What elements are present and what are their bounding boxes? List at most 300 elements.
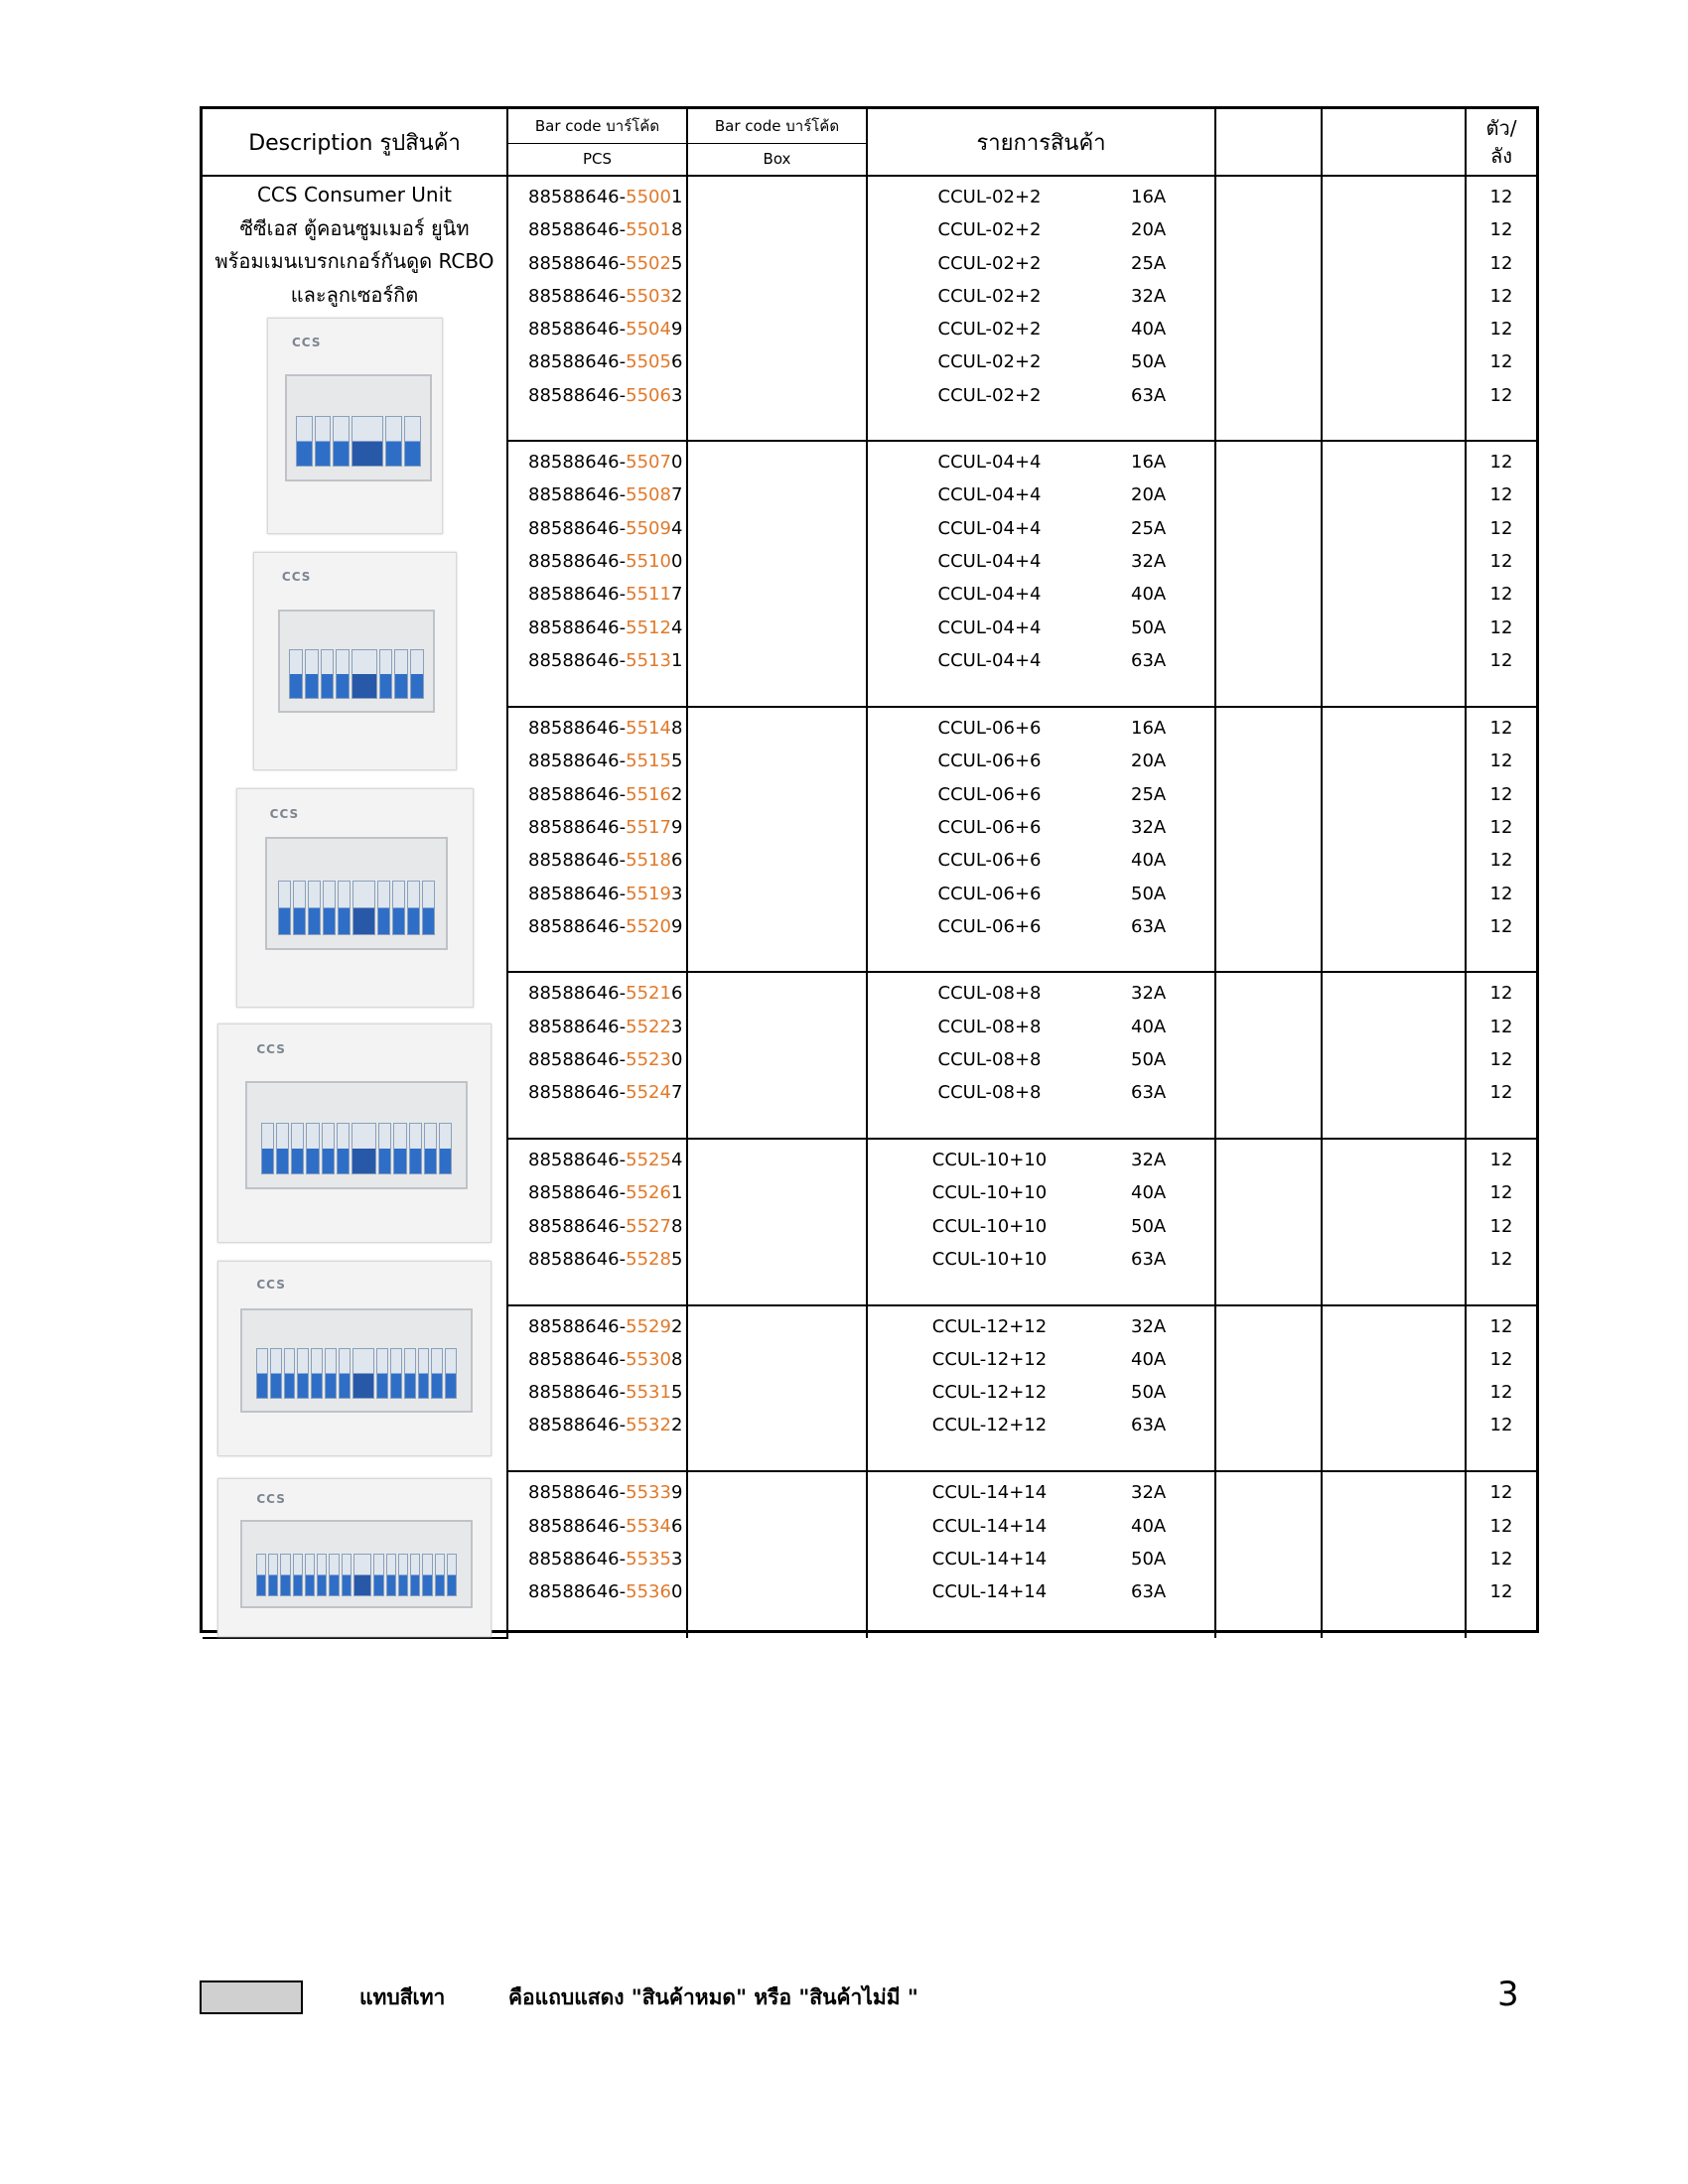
breaker-icon (289, 649, 303, 699)
barcode-box-cell (687, 1305, 867, 1472)
barcode-prefix: 88588646- (528, 517, 627, 539)
model-code: CCUL-12+12 (931, 1382, 1048, 1404)
breaker-icon (261, 1123, 274, 1175)
qty-per-box: 12 (1489, 252, 1513, 274)
barcode-prefix: 88588646- (528, 187, 627, 207)
breaker-rail (289, 649, 424, 699)
product-item (868, 578, 1214, 611)
header-barcode-box-label: Bar code บาร์โค้ด (714, 116, 840, 135)
model-code: CCUL-04+4 (937, 584, 1042, 606)
barcode-highlight: 5523 (626, 1048, 671, 1070)
model-code: CCUL-02+2 (937, 351, 1042, 373)
barcode-pcs (508, 977, 686, 1010)
barcode-highlight: 5508 (626, 484, 671, 506)
barcode-prefix: 88588646- (528, 1082, 627, 1104)
breaker-icon (418, 1348, 430, 1399)
barcode-highlight: 5509 (626, 517, 671, 539)
model-code: CCUL-06+6 (937, 817, 1042, 839)
barcode-highlight: 5527 (626, 1215, 671, 1237)
qty-per-box: 12 (1489, 817, 1513, 839)
model-code: CCUL-06+6 (937, 751, 1042, 772)
consumer-unit-photo (217, 1261, 492, 1456)
barcode-pcs (508, 1210, 686, 1243)
model-code: CCUL-10+10 (931, 1182, 1048, 1204)
product-list-cell (867, 176, 1215, 441)
amp-rating: 40A (1131, 1182, 1167, 1204)
header-qty-line2: ลัง (1489, 144, 1513, 168)
product-item (868, 1243, 1214, 1276)
model-code: CCUL-10+10 (931, 1248, 1048, 1270)
product-item (868, 977, 1214, 1010)
barcode-pcs (508, 379, 686, 412)
qty-per-box: 12 (1489, 1415, 1513, 1436)
panel-window (240, 1308, 473, 1413)
qty-per-box: 12 (1489, 1548, 1513, 1570)
barcode-pcs (508, 1176, 686, 1209)
barcode-check-digit: 1 (670, 187, 683, 207)
barcode-check-digit: 8 (670, 718, 683, 740)
barcode-prefix: 88588646- (528, 1215, 627, 1237)
amp-rating: 32A (1131, 1149, 1167, 1170)
panel-window (245, 1081, 467, 1189)
model-code: CCUL-02+2 (937, 285, 1042, 307)
ccs-logo-icon: CCS (269, 806, 300, 821)
header-barcode-box-sub: Box (688, 143, 866, 175)
breaker-icon (329, 1554, 339, 1596)
qty-per-box: 12 (1489, 1248, 1513, 1270)
barcode-highlight: 5515 (626, 751, 671, 772)
model-code: CCUL-02+2 (937, 384, 1042, 406)
model-code: CCUL-06+6 (937, 783, 1042, 805)
breaker-icon (393, 1123, 406, 1175)
breaker-icon (297, 1348, 309, 1399)
blank-cell (1215, 972, 1322, 1139)
breaker-icon (422, 1554, 432, 1596)
barcode-pcs (508, 578, 686, 611)
product-item (868, 1011, 1214, 1043)
breaker-icon (317, 1554, 327, 1596)
barcode-prefix: 88588646- (528, 1315, 627, 1337)
barcode-highlight: 5514 (626, 718, 671, 740)
barcode-pcs (508, 778, 686, 811)
barcode-check-digit: 3 (670, 1016, 683, 1037)
barcode-prefix: 88588646- (528, 817, 627, 839)
barcode-prefix: 88588646- (528, 1382, 627, 1404)
model-code: CCUL-06+6 (937, 915, 1042, 937)
model-code: CCUL-10+10 (931, 1149, 1048, 1170)
barcode-pcs (508, 644, 686, 677)
qty-per-box: 12 (1489, 649, 1513, 671)
description-text (203, 179, 506, 312)
product-item (868, 644, 1214, 677)
barcode-check-digit: 5 (670, 751, 683, 772)
amp-rating: 40A (1131, 1515, 1167, 1537)
qty-per-box: 12 (1489, 219, 1513, 241)
product-item (868, 1376, 1214, 1409)
barcode-box-cell (687, 707, 867, 972)
product-item (868, 811, 1214, 844)
qty-per-box: 12 (1489, 983, 1513, 1005)
amp-rating: 25A (1131, 783, 1167, 805)
barcode-prefix: 88588646- (528, 983, 627, 1005)
barcode-box-cell (687, 176, 867, 441)
barcode-highlight: 5517 (626, 817, 671, 839)
qty-cell (1466, 972, 1536, 1139)
barcode-prefix: 88588646- (528, 351, 627, 373)
barcode-check-digit: 6 (670, 1515, 683, 1537)
amp-rating: 50A (1131, 883, 1167, 904)
barcode-prefix: 88588646- (528, 883, 627, 904)
product-item (868, 379, 1214, 412)
barcode-highlight: 5536 (626, 1581, 671, 1603)
barcode-pcs (508, 1575, 686, 1608)
barcode-pcs (508, 712, 686, 745)
breaker-icon (256, 1348, 268, 1399)
breaker-icon (378, 1123, 391, 1175)
barcode-pcs (508, 1510, 686, 1543)
barcode-prefix: 88588646- (528, 1348, 627, 1370)
blank-cell (1322, 1139, 1466, 1305)
barcode-pcs (508, 181, 686, 213)
product-item (868, 745, 1214, 777)
product-list-cell (867, 1139, 1215, 1305)
model-code: CCUL-12+12 (931, 1315, 1048, 1337)
barcode-pcs (508, 1343, 686, 1376)
amp-rating: 20A (1131, 219, 1167, 241)
breaker-icon (284, 1348, 296, 1399)
barcode-box-cell (687, 1139, 867, 1305)
breaker-icon (424, 1123, 437, 1175)
breaker-icon (352, 1123, 376, 1175)
breaker-icon (268, 1554, 278, 1596)
amp-rating: 32A (1131, 550, 1167, 572)
barcode-check-digit: 3 (670, 384, 683, 406)
barcode-check-digit: 1 (670, 649, 683, 671)
barcode-check-digit: 9 (670, 817, 683, 839)
barcode-highlight: 5507 (626, 452, 671, 474)
amp-rating: 63A (1131, 649, 1167, 671)
breaker-icon (305, 649, 319, 699)
panel-window (240, 1520, 473, 1608)
barcode-pcs (508, 446, 686, 478)
barcode-check-digit: 9 (670, 915, 683, 937)
product-list-cell (867, 441, 1215, 707)
barcode-check-digit: 7 (670, 484, 683, 506)
ccs-logo-icon: CCS (292, 336, 322, 350)
qty-per-box: 12 (1489, 187, 1513, 207)
breaker-icon (321, 649, 335, 699)
breaker-icon (435, 1554, 445, 1596)
barcode-prefix: 88588646- (528, 649, 627, 671)
model-code: CCUL-02+2 (937, 252, 1042, 274)
barcode-pcs (508, 1409, 686, 1441)
barcode-pcs (508, 1476, 686, 1509)
consumer-unit-photo (217, 1024, 492, 1243)
breaker-rail (261, 1123, 453, 1175)
swatch-label: แทบสีเทา (359, 1985, 446, 2009)
breaker-icon (311, 1348, 323, 1399)
amp-rating: 40A (1131, 1016, 1167, 1037)
product-item (868, 478, 1214, 511)
breaker-icon (291, 1123, 304, 1175)
breaker-icon (276, 1123, 289, 1175)
amp-rating: 50A (1131, 616, 1167, 638)
barcode-highlight: 5511 (626, 584, 671, 606)
barcode-pcs-cell (507, 707, 687, 972)
barcode-prefix: 88588646- (528, 384, 627, 406)
barcode-highlight: 5522 (626, 1016, 671, 1037)
barcode-check-digit: 8 (670, 1215, 683, 1237)
ccs-logo-icon: CCS (256, 1041, 286, 1056)
barcode-prefix: 88588646- (528, 1548, 627, 1570)
product-list-cell (867, 1305, 1215, 1472)
amp-rating: 32A (1131, 983, 1167, 1005)
barcode-pcs (508, 844, 686, 877)
breaker-icon (270, 1348, 282, 1399)
qty-per-box: 12 (1489, 718, 1513, 740)
model-code: CCUL-02+2 (937, 187, 1042, 207)
barcode-highlight: 5521 (626, 983, 671, 1005)
product-item (868, 1076, 1214, 1109)
header-barcode-box (687, 109, 867, 176)
model-code: CCUL-08+8 (937, 983, 1042, 1005)
model-code: CCUL-14+14 (931, 1482, 1048, 1504)
model-code: CCUL-04+4 (937, 550, 1042, 572)
breaker-rail (278, 881, 436, 935)
qty-per-box: 12 (1489, 915, 1513, 937)
barcode-highlight: 5532 (626, 1415, 671, 1436)
description-line: พร้อมเมนเบรกเกอร์กันดูด RCBO (214, 249, 494, 273)
model-code: CCUL-12+12 (931, 1348, 1048, 1370)
breaker-icon (373, 1554, 383, 1596)
panel-window (285, 374, 432, 481)
model-code: CCUL-06+6 (937, 850, 1042, 872)
breaker-icon (306, 1123, 319, 1175)
product-item (868, 910, 1214, 943)
breaker-icon (339, 1348, 351, 1399)
barcode-pcs-cell (507, 1139, 687, 1305)
amp-rating: 63A (1131, 915, 1167, 937)
product-item (868, 247, 1214, 280)
qty-cell (1466, 1471, 1536, 1638)
barcode-pcs (508, 1543, 686, 1575)
barcode-pcs (508, 612, 686, 644)
header-barcode-pcs (507, 109, 687, 176)
model-code: CCUL-04+4 (937, 649, 1042, 671)
barcode-check-digit: 5 (670, 1248, 683, 1270)
model-code: CCUL-02+2 (937, 219, 1042, 241)
product-item (868, 844, 1214, 877)
barcode-prefix: 88588646- (528, 915, 627, 937)
ccs-logo-icon: CCS (256, 1491, 286, 1506)
product-list-cell (867, 972, 1215, 1139)
model-code: CCUL-14+14 (931, 1548, 1048, 1570)
model-code: CCUL-08+8 (937, 1016, 1042, 1037)
qty-per-box: 12 (1489, 384, 1513, 406)
blank-cell (1215, 176, 1322, 441)
barcode-prefix: 88588646- (528, 1482, 627, 1504)
barcode-check-digit: 8 (670, 1348, 683, 1370)
product-item (868, 345, 1214, 378)
qty-cell (1466, 1139, 1536, 1305)
qty-per-box: 12 (1489, 883, 1513, 904)
qty-per-box: 12 (1489, 1482, 1513, 1504)
breaker-icon (407, 881, 420, 935)
model-code: CCUL-12+12 (931, 1415, 1048, 1436)
barcode-check-digit: 8 (670, 219, 683, 241)
barcode-pcs (508, 1243, 686, 1276)
header-description: Description รูปสินค้า (203, 109, 507, 176)
barcode-pcs (508, 545, 686, 578)
blank-cell (1215, 707, 1322, 972)
blank-cell (1215, 441, 1322, 707)
barcode-highlight: 5520 (626, 915, 671, 937)
amp-rating: 63A (1131, 1581, 1167, 1603)
qty-per-box: 12 (1489, 1348, 1513, 1370)
barcode-highlight: 5528 (626, 1248, 671, 1270)
barcode-check-digit: 4 (670, 1149, 683, 1170)
barcode-check-digit: 0 (670, 550, 683, 572)
breaker-icon (410, 649, 424, 699)
breaker-rail (256, 1554, 458, 1596)
product-item (868, 313, 1214, 345)
breaker-icon (308, 881, 321, 935)
barcode-check-digit: 5 (670, 252, 683, 274)
model-code: CCUL-04+4 (937, 452, 1042, 474)
product-item (868, 1144, 1214, 1176)
barcode-check-digit: 9 (670, 1482, 683, 1504)
barcode-check-digit: 6 (670, 351, 683, 373)
barcode-check-digit: 5 (670, 1382, 683, 1404)
barcode-pcs (508, 247, 686, 280)
breaker-icon (353, 1554, 372, 1596)
barcode-highlight: 5519 (626, 883, 671, 904)
qty-per-box: 12 (1489, 452, 1513, 474)
amp-rating: 63A (1131, 1415, 1167, 1436)
model-code: CCUL-14+14 (931, 1581, 1048, 1603)
breaker-icon (293, 881, 306, 935)
breaker-icon (337, 1123, 350, 1175)
breaker-icon (376, 1348, 388, 1399)
amp-rating: 25A (1131, 517, 1167, 539)
barcode-prefix: 88588646- (528, 1048, 627, 1070)
model-code: CCUL-02+2 (937, 319, 1042, 341)
breaker-icon (398, 1554, 408, 1596)
breaker-icon (333, 416, 350, 468)
amp-rating: 40A (1131, 319, 1167, 341)
model-code: CCUL-04+4 (937, 517, 1042, 539)
barcode-prefix: 88588646- (528, 850, 627, 872)
barcode-prefix: 88588646- (528, 219, 627, 241)
barcode-check-digit: 1 (670, 1182, 683, 1204)
model-code: CCUL-08+8 (937, 1082, 1042, 1104)
barcode-pcs (508, 512, 686, 545)
model-code: CCUL-04+4 (937, 616, 1042, 638)
barcode-pcs (508, 345, 686, 378)
qty-per-box: 12 (1489, 550, 1513, 572)
amp-rating: 32A (1131, 1482, 1167, 1504)
qty-per-box: 12 (1489, 783, 1513, 805)
barcode-pcs (508, 313, 686, 345)
barcode-pcs-cell (507, 1471, 687, 1638)
barcode-highlight: 5512 (626, 616, 671, 638)
amp-rating: 50A (1131, 1215, 1167, 1237)
product-item (868, 612, 1214, 644)
blank-cell (1322, 176, 1466, 441)
barcode-check-digit: 3 (670, 883, 683, 904)
barcode-pcs (508, 1310, 686, 1343)
breaker-icon (439, 1123, 452, 1175)
ccs-logo-icon: CCS (281, 570, 312, 585)
amp-rating: 50A (1131, 1048, 1167, 1070)
breaker-icon (305, 1554, 315, 1596)
header-row (203, 109, 1536, 176)
qty-per-box: 12 (1489, 319, 1513, 341)
qty-per-box: 12 (1489, 1382, 1513, 1404)
barcode-box-cell (687, 1471, 867, 1638)
breaker-icon (404, 416, 421, 468)
model-code: CCUL-06+6 (937, 883, 1042, 904)
amp-rating: 63A (1131, 1082, 1167, 1104)
amp-rating: 63A (1131, 384, 1167, 406)
barcode-highlight: 5518 (626, 850, 671, 872)
barcode-highlight: 5510 (626, 550, 671, 572)
breaker-icon (445, 1348, 457, 1399)
breaker-icon (338, 881, 351, 935)
header-barcode-pcs-label: Bar code บาร์โค้ด (534, 116, 660, 135)
barcode-pcs (508, 213, 686, 246)
barcode-highlight: 5504 (626, 319, 671, 341)
breaker-icon (390, 1348, 402, 1399)
product-item (868, 512, 1214, 545)
breaker-icon (377, 881, 390, 935)
barcode-highlight: 5533 (626, 1482, 671, 1504)
breaker-icon (379, 649, 393, 699)
barcode-pcs (508, 811, 686, 844)
amp-rating: 16A (1131, 718, 1167, 740)
barcode-prefix: 88588646- (528, 616, 627, 638)
breaker-icon (422, 881, 435, 935)
model-code: CCUL-04+4 (937, 484, 1042, 506)
barcode-box-cell (687, 972, 867, 1139)
product-item (868, 778, 1214, 811)
barcode-highlight: 5505 (626, 351, 671, 373)
barcode-pcs (508, 1144, 686, 1176)
amp-rating: 16A (1131, 452, 1167, 474)
header-blank-1 (1215, 109, 1322, 176)
barcode-pcs-cell (507, 972, 687, 1139)
breaker-icon (315, 416, 332, 468)
barcode-check-digit: 2 (670, 1315, 683, 1337)
breaker-icon (325, 1348, 337, 1399)
product-item (868, 1409, 1214, 1441)
product-item (868, 280, 1214, 313)
barcode-prefix: 88588646- (528, 783, 627, 805)
model-code: CCUL-10+10 (931, 1215, 1048, 1237)
amp-rating: 40A (1131, 850, 1167, 872)
qty-per-box: 12 (1489, 751, 1513, 772)
model-code: CCUL-14+14 (931, 1515, 1048, 1537)
breaker-icon (352, 881, 376, 935)
blank-cell (1215, 1139, 1322, 1305)
gray-swatch (200, 1980, 303, 2014)
qty-per-box: 12 (1489, 351, 1513, 373)
barcode-check-digit: 6 (670, 850, 683, 872)
barcode-highlight: 5535 (626, 1548, 671, 1570)
barcode-highlight: 5534 (626, 1515, 671, 1537)
amp-rating: 50A (1131, 351, 1167, 373)
breaker-icon (394, 649, 408, 699)
